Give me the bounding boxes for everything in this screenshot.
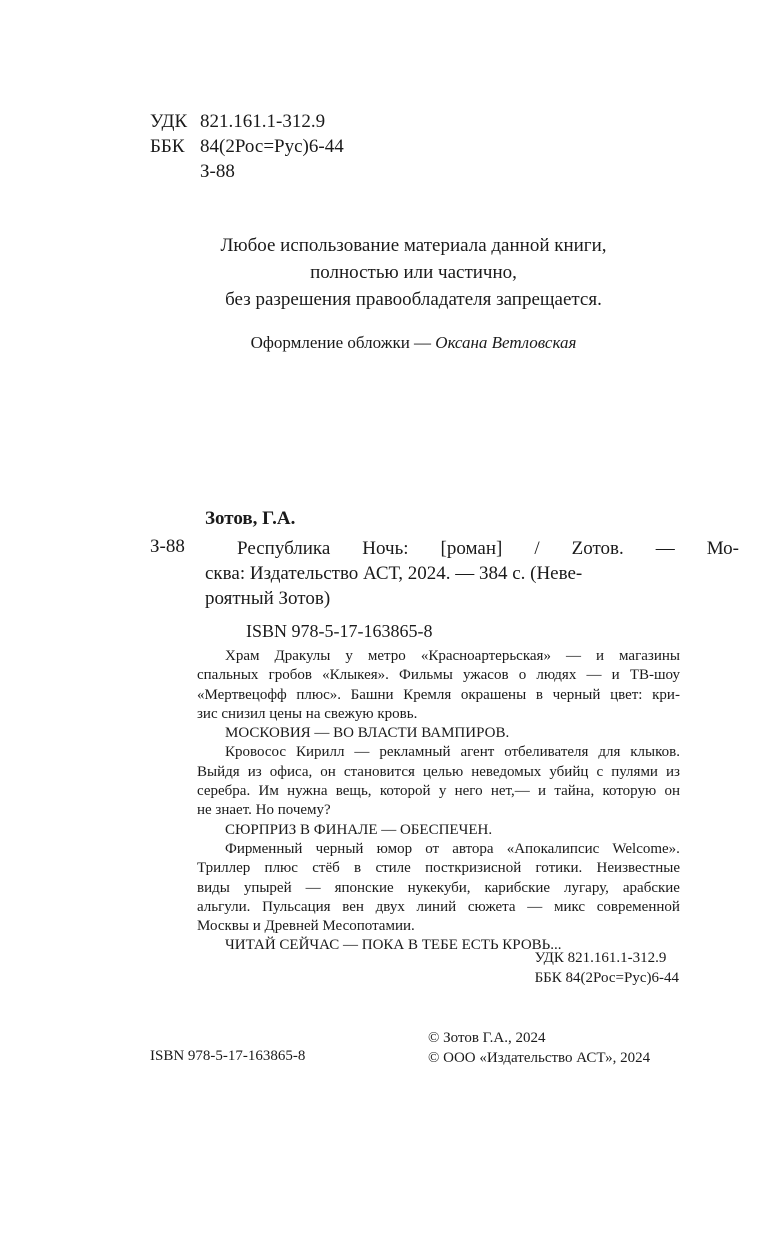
- word: альгули.: [197, 898, 251, 915]
- annotation-line: [197, 666, 680, 685]
- word: гробов: [268, 667, 312, 684]
- word: целью: [422, 763, 464, 780]
- annotation-codes: [535, 948, 679, 988]
- isbn-bottom: ISBN 978-5-17-163865-8: [150, 1048, 306, 1064]
- word: рекламный: [379, 744, 451, 761]
- word: —: [655, 538, 675, 559]
- word: для: [598, 744, 621, 761]
- word: убийц: [549, 763, 589, 780]
- word: Им: [258, 783, 279, 800]
- word: из: [666, 763, 680, 780]
- annotation-udk: УДК 821.161.1-312.9: [534, 950, 667, 966]
- word: «Апокалипсис: [506, 840, 600, 857]
- copyright-block: [428, 1028, 650, 1068]
- word: вен: [342, 898, 364, 915]
- annotation-line: зис снизил цены на свежую кровь.: [197, 705, 418, 722]
- word: Кирилл: [295, 744, 345, 761]
- udk-line: [150, 110, 325, 134]
- author-code-line: [150, 160, 235, 184]
- word: которой: [379, 783, 431, 800]
- word: черный: [315, 840, 364, 857]
- word: о: [518, 667, 527, 684]
- word: сюжета: [467, 898, 516, 915]
- biblio-line-2: сква: Издательство АСТ, 2024. — 384 с. (Неве-: [205, 563, 583, 584]
- word: «Красноартерьская»: [420, 648, 551, 664]
- word: плюс».: [296, 686, 341, 703]
- annotation-line: [197, 859, 680, 878]
- word: в: [354, 860, 362, 877]
- notice-line: Любое использование материала данной книги,: [220, 235, 607, 256]
- word: Храм: [225, 648, 260, 664]
- word: нет,—: [490, 783, 530, 800]
- word: Дракулы: [274, 648, 331, 664]
- word: Фильмы: [399, 667, 453, 684]
- word: упырей: [243, 879, 292, 896]
- word: клыков.: [630, 744, 680, 761]
- word: спальных: [197, 667, 259, 684]
- biblio-line-3: роятный Зотов): [205, 588, 331, 609]
- word: серебра.: [197, 783, 251, 800]
- annotation-line: [197, 743, 680, 762]
- word: ужасов: [462, 667, 509, 684]
- word: черный: [552, 686, 601, 703]
- annotation: [197, 647, 680, 956]
- word: Неизвестные: [596, 860, 680, 877]
- word: линий: [416, 898, 457, 915]
- word: нукекуби,: [407, 879, 471, 896]
- notice-line: без разрешения правообладателя запрещается.: [225, 289, 602, 310]
- word: у: [438, 783, 447, 800]
- word: окрашены: [460, 686, 527, 703]
- annotation-bbk: ББК 84(2Рос=Рус)6-44: [534, 970, 679, 986]
- word: —: [586, 667, 602, 684]
- word: и: [538, 783, 547, 800]
- word: —: [354, 744, 370, 761]
- word: магазины: [619, 648, 680, 664]
- word: тайна,: [554, 783, 595, 800]
- cover-designer: Оксана Ветловская: [435, 333, 577, 352]
- word: агент: [460, 744, 495, 761]
- word: —: [527, 898, 543, 915]
- word: становится: [343, 763, 415, 780]
- copyright-publisher: © ООО «Издательство АСТ», 2024: [428, 1050, 651, 1066]
- word: ТВ-шоу: [629, 667, 680, 684]
- cover-credit-label: Оформление обложки —: [250, 333, 436, 352]
- word: офиса,: [269, 763, 313, 780]
- word: и: [611, 667, 620, 684]
- word: и: [595, 648, 605, 664]
- copyright-author: © Зотов Г.А., 2024: [428, 1030, 546, 1046]
- word: людях: [536, 667, 577, 684]
- annotation-line: [197, 763, 680, 782]
- udk-label: УДК: [150, 111, 188, 132]
- word: современной: [596, 898, 680, 915]
- word: —: [565, 648, 581, 664]
- word: плюс: [264, 860, 298, 877]
- word: [роман]: [440, 538, 503, 559]
- bbk-value: 84(2Рос=Рус)6-44: [200, 136, 344, 157]
- annotation-line: ЧИТАЙ СЕЙЧАС — ПОКА В ТЕБЕ ЕСТЬ КРОВЬ...: [225, 937, 562, 954]
- word: стёб: [312, 860, 340, 877]
- word: японские: [334, 879, 394, 896]
- word: он: [320, 763, 336, 780]
- annotation-line: [197, 647, 680, 666]
- word: Фирменный: [225, 840, 303, 857]
- udk-value: 821.161.1-312.9: [200, 111, 326, 132]
- word: юмор: [376, 840, 413, 857]
- annotation-line: Москвы и Древней Месопотамии.: [197, 918, 415, 935]
- bibliographic-description: [205, 536, 739, 611]
- word: виды: [197, 879, 230, 896]
- catalog-code: З-88: [150, 536, 185, 557]
- word: он: [664, 783, 680, 800]
- word: Zотов.: [571, 538, 624, 559]
- word: /: [534, 538, 540, 559]
- author-heading: Зотов, Г.А.: [205, 508, 296, 529]
- word: Ночь:: [362, 538, 409, 559]
- bbk-line: [150, 135, 344, 159]
- word: Выйдя: [197, 763, 240, 780]
- isbn-main: ISBN 978-5-17-163865-8: [246, 621, 433, 641]
- word: двух: [375, 898, 405, 915]
- word: с: [596, 763, 604, 780]
- word: из: [247, 763, 262, 780]
- word: арабские: [622, 879, 680, 896]
- word: Пульсация: [262, 898, 331, 915]
- annotation-line: [197, 840, 680, 859]
- word: —: [305, 879, 321, 896]
- word: Кремля: [403, 686, 452, 703]
- word: в: [535, 686, 543, 703]
- annotation-line: [197, 782, 680, 801]
- word: микс: [553, 898, 586, 915]
- word: карибские: [484, 879, 551, 896]
- annotation-line: [197, 898, 680, 917]
- word: Республика: [237, 538, 331, 559]
- word: «Клыкея».: [322, 667, 389, 684]
- word: неведомых: [471, 763, 542, 780]
- bbk-label: ББК: [150, 136, 185, 157]
- word: Башни: [350, 686, 394, 703]
- annotation-line: [197, 686, 680, 705]
- word: автора: [452, 840, 494, 857]
- annotation-line: [197, 879, 680, 898]
- word: Welcome».: [612, 840, 680, 857]
- word: которую: [602, 783, 657, 800]
- annotation-line: МОСКОВИЯ — ВО ВЛАСТИ ВАМПИРОВ.: [225, 725, 510, 742]
- word: Мо-: [706, 538, 739, 559]
- word: посткризисной: [425, 860, 522, 877]
- word: лугару,: [564, 879, 609, 896]
- word: отбеливателя: [504, 744, 589, 761]
- word: вещь,: [335, 783, 372, 800]
- word: пулями: [611, 763, 658, 780]
- word: цвет:: [610, 686, 643, 703]
- word: «Мертвецофф: [197, 686, 287, 703]
- word: метро: [367, 648, 406, 664]
- word: нужна: [287, 783, 328, 800]
- word: кри-: [652, 686, 680, 703]
- word: Триллер: [197, 860, 251, 877]
- copyright-notice: [150, 232, 677, 313]
- author-code: З-88: [200, 161, 235, 182]
- word: готики.: [535, 860, 583, 877]
- word: стиле: [375, 860, 411, 877]
- notice-line: полностью или частично,: [310, 262, 517, 283]
- word: у: [345, 648, 353, 664]
- annotation-line: СЮРПРИЗ В ФИНАЛЕ — ОБЕСПЕЧЕН.: [225, 821, 493, 838]
- annotation-line: не знает. Но почему?: [197, 802, 331, 819]
- word: него: [454, 783, 483, 800]
- word: от: [425, 840, 440, 857]
- cover-credit: [150, 333, 677, 353]
- word: Кровосос: [225, 744, 287, 761]
- biblio-line-1: [205, 536, 739, 561]
